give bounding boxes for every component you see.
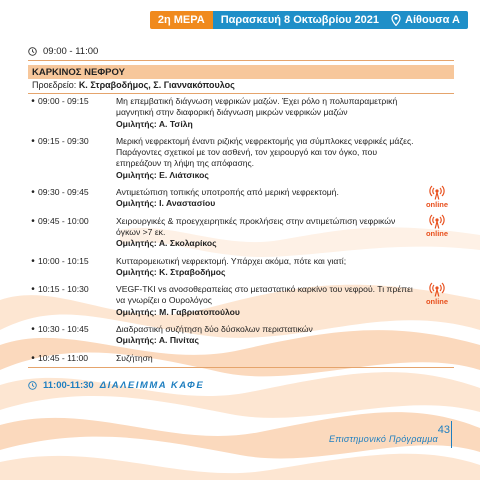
talk-time: 09:45 - 10:00: [38, 215, 89, 226]
talk-speaker: Ομιλητής: Ι. Αναστασίου: [116, 198, 216, 209]
broadcast-icon: [429, 184, 445, 200]
chairs-label: Προεδρείο:: [32, 80, 77, 90]
bullet-icon: •: [31, 215, 35, 227]
session-time-row: [28, 46, 98, 57]
talk-time: 10:00 - 10:15: [38, 255, 89, 266]
talk-title: Μη επεμβατική διάγνωση νεφρικών μαζών. Έχει ρόλο η πολυπαραμετρική μαγνητική στην διαφορική διάγνωση μικρών νεφρικών μαζών: [116, 96, 398, 118]
room-label: [387, 11, 468, 29]
day-badge: 2η ΜΕΡΑ: [150, 11, 213, 29]
session-header: [28, 65, 454, 92]
clock-icon: [28, 47, 37, 56]
session-time: 09:00 - 11:00: [43, 46, 99, 57]
session-chairs: [28, 79, 454, 92]
bullet-icon: •: [31, 135, 35, 147]
talk-speaker: Ομιλητής: Α. Πινίτας: [116, 335, 199, 346]
bullet-icon: •: [31, 255, 35, 267]
talk-item: [28, 187, 454, 216]
chairs-names: Κ. Στραβοδήμος, Σ. Γιαννακόπουλος: [78, 80, 235, 90]
room-name: Αίθουσα Α: [405, 14, 460, 26]
talk-speaker: Ομιλητής: Ε. Λιάτσικος: [116, 169, 209, 180]
break-label: ΔΙΑΛΕΙΜΜΑ ΚΑΦΕ: [99, 380, 205, 391]
divider: [28, 93, 454, 94]
header-bar: [150, 11, 468, 29]
talk-speaker: Ομιλητής: Κ. Στραβοδήμος: [116, 266, 226, 277]
divider: [28, 60, 454, 61]
talk-title: Διαδραστική συζήτηση δύο δύσκολων περιστατικών: [116, 324, 313, 335]
talk-title: VEGF-TKI vs ανοσοθεραπείας στο μεταστατικό καρκίνο του νεφρού. Τι πρέπει να γνωρίζει ο Ουρολόγος: [116, 284, 413, 306]
page-divider: [451, 421, 452, 448]
talk-speaker: Ομιλητής: Α. Τσίλη: [116, 118, 193, 129]
talk-item: [28, 256, 454, 285]
talk-speaker: Ομιλητής: Α. Σκολαρίκος: [116, 238, 217, 249]
talk-time: 10:30 - 10:45: [38, 324, 89, 335]
online-label: online: [425, 228, 449, 238]
break-time: 11:00-11:30: [43, 380, 94, 391]
online-badge: [420, 213, 454, 241]
bullet-icon: •: [31, 284, 35, 296]
page-number: 43: [437, 424, 450, 436]
talk-list: [28, 96, 454, 370]
divider: [28, 367, 454, 368]
online-label: online: [425, 200, 449, 210]
talk-item: [28, 324, 454, 353]
talk-item: [28, 136, 454, 187]
coffee-break-row: [28, 380, 204, 391]
date-label: Παρασκευή 8 Οκτωβρίου 2021: [213, 11, 387, 29]
talk-title: Συζήτηση: [116, 352, 153, 363]
session-title: ΚΑΡΚΙΝΟΣ ΝΕΦΡΟΥ: [32, 67, 125, 78]
talk-item: [28, 216, 454, 256]
talk-time: 10:15 - 10:30: [38, 284, 89, 295]
location-pin-icon: [391, 14, 401, 26]
broadcast-icon: [429, 281, 445, 297]
bullet-icon: •: [31, 324, 35, 336]
broadcast-icon: [429, 213, 445, 229]
bullet-icon: •: [31, 187, 35, 199]
talk-title: Κυτταρομειωτική νεφρεκτομή. Υπάρχει ακόμα, πότε και γιατί;: [116, 255, 347, 266]
talk-time: 09:00 - 09:15: [38, 96, 89, 106]
footer-title: Επιστημονικό Πρόγραμμα: [328, 434, 438, 444]
talk-time: 10:45 - 11:00: [38, 352, 89, 363]
online-label: online: [425, 297, 449, 307]
clock-icon: [28, 381, 37, 390]
online-badge: [420, 184, 454, 212]
talk-time: 09:30 - 09:45: [38, 187, 89, 198]
talk-title: Μερική νεφρεκτομή έναντι ριζικής νεφρεκτομής για σύμπλοκες νεφρικές μάζες. Παράγοντες σχετικοί με τον ασθενή, τον χειρουργό και τον όγκο, που επηρεάζουν τη λήψη της απόφασης.: [116, 135, 414, 169]
talk-speaker: Ομιλητής: Μ. Γαβριατοπούλου: [116, 306, 240, 317]
bullet-icon: •: [31, 96, 35, 107]
talk-item: [28, 96, 454, 136]
talk-title: Αντιμετώπιση τοπικής υποτροπής από μερική νεφρεκτομή.: [116, 187, 339, 198]
talk-item: [28, 284, 454, 324]
bullet-icon: •: [31, 352, 35, 364]
online-badge: [420, 281, 454, 309]
talk-time: 09:15 - 09:30: [38, 135, 89, 146]
talk-title: Χειρουργικές & προεγχειρητικές προκλήσεις στην αντιμετώπιση νεφρικών όγκων >7 εκ.: [116, 215, 396, 237]
